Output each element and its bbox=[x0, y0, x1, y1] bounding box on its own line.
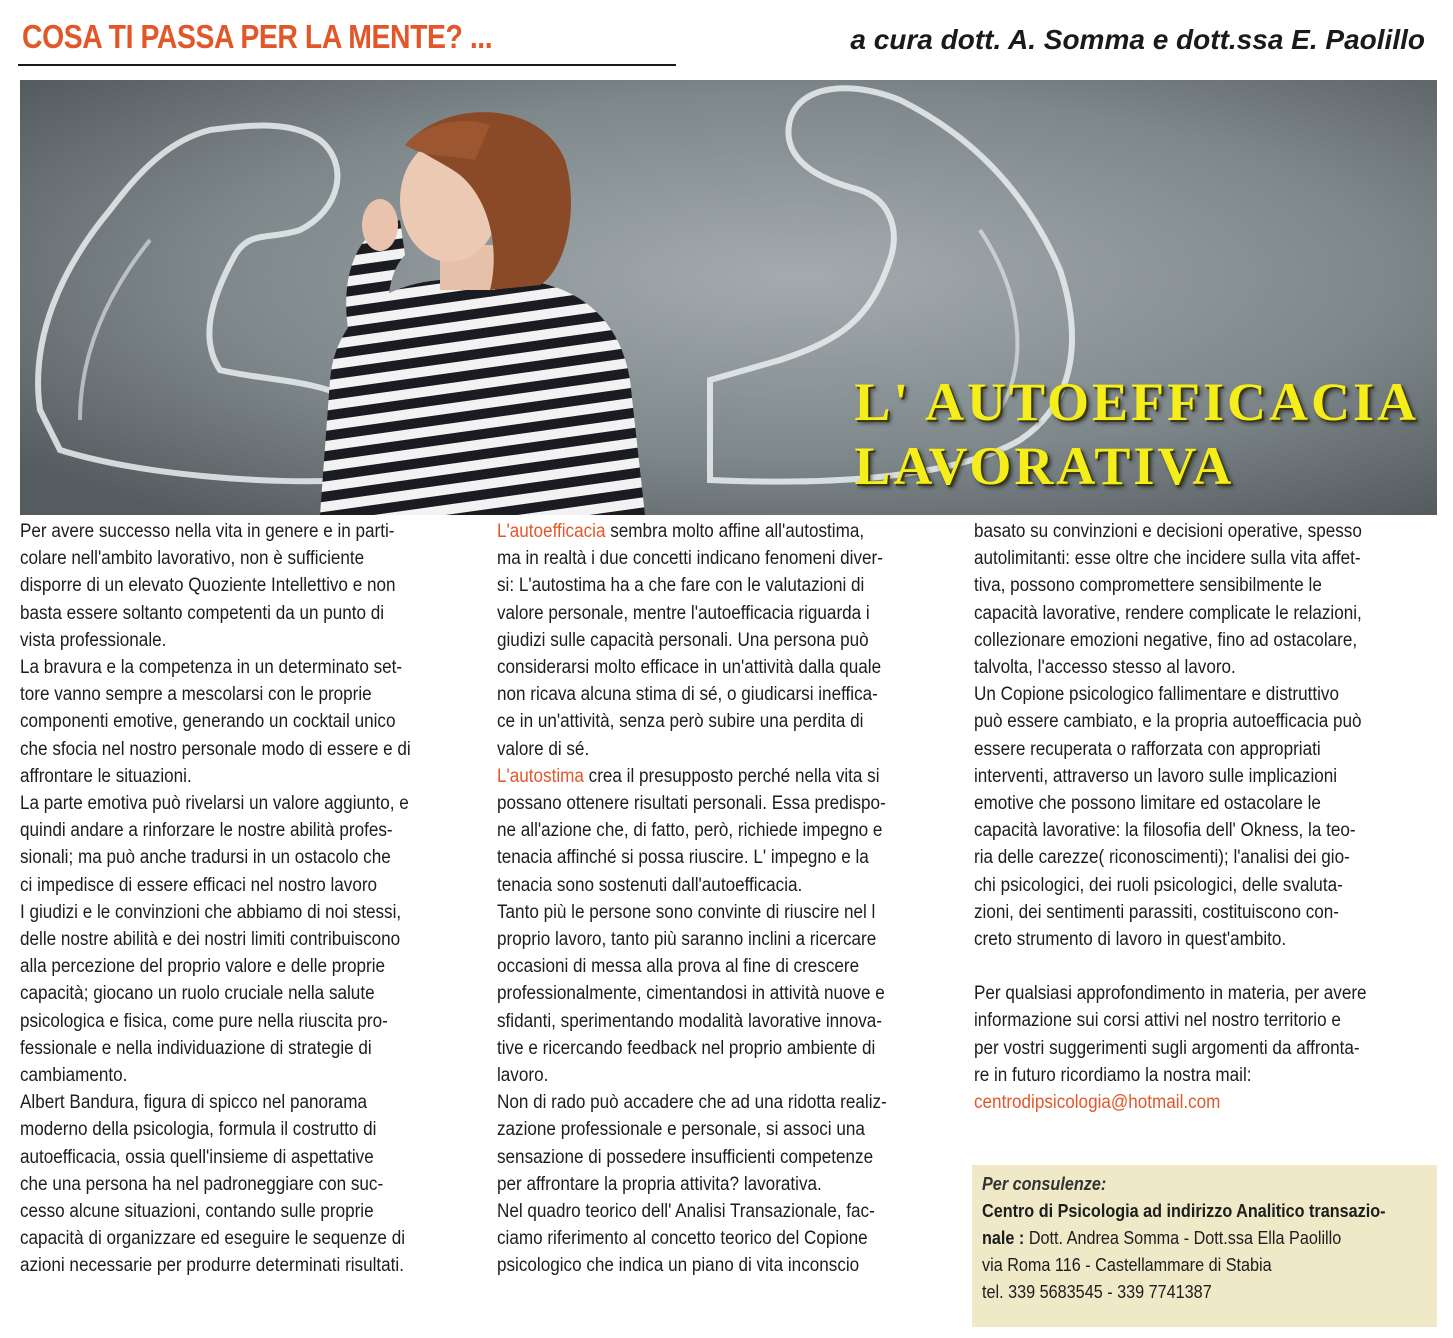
column-line: tenacia affinché si possa riuscire. L' impegno e la bbox=[497, 847, 869, 869]
paragraph-spacer bbox=[974, 953, 1451, 980]
column-line: valore di sé. bbox=[497, 738, 590, 760]
column-line: occasioni di messa alla prova al fine di crescere bbox=[497, 956, 860, 978]
column-line: chi psicologici, dei ruoli psicologici, delle svaluta- bbox=[974, 874, 1343, 896]
article-column-2 bbox=[497, 518, 958, 1280]
column-line: tore vanno sempre a mescolarsi con le proprie bbox=[20, 684, 372, 706]
column-line: ce in un'attività, senza però subire una perdita di bbox=[497, 711, 864, 733]
column-line: si: L'autostima ha a che fare con le valutazioni di bbox=[497, 575, 865, 597]
article-column-3 bbox=[974, 518, 1451, 1116]
column-line: I giudizi e le convinzioni che abbiamo di noi stessi, bbox=[20, 901, 402, 923]
column-line: zazione professionale e personale, si associ una bbox=[497, 1119, 865, 1141]
column-line: capacità lavorative: la filosofia dell' Okness, la teo- bbox=[974, 820, 1356, 842]
column-line: interventi, attraverso un lavoro sulle implicazioni bbox=[974, 765, 1338, 787]
column-line: Un Copione psicologico fallimentare e distruttivo bbox=[974, 684, 1339, 706]
contact-org-line2-bold: nale : bbox=[982, 1228, 1025, 1248]
article-title-line1: L' AUTOEFFICACIA bbox=[854, 372, 1419, 432]
column-line: capacità; giocano un ruolo cruciale nella salute bbox=[20, 983, 375, 1005]
column-3-block-b bbox=[974, 980, 1451, 1089]
column-line: sensazione di possedere insufficienti competenze bbox=[497, 1146, 874, 1168]
column-line: Albert Bandura, figura di spicco nel panorama bbox=[20, 1092, 367, 1114]
contact-org-line2 bbox=[982, 1225, 1432, 1252]
column-line: autoefficacia, ossia quell'insieme di aspettative bbox=[20, 1146, 374, 1168]
byline: a cura dott. A. Somma e dott.ssa E. Paolillo bbox=[850, 24, 1425, 55]
column-line: giudizi sulle capacità personali. Una persona può bbox=[497, 629, 869, 651]
contact-heading: Per consulenze: bbox=[982, 1174, 1107, 1194]
contact-phones: tel. 339 5683545 - 339 7741387 bbox=[982, 1282, 1212, 1302]
column-line: proprio lavoro, tanto più saranno inclini a ricercare bbox=[497, 929, 877, 951]
column-line: quindi andare a rinforzare le nostre abilità profes- bbox=[20, 820, 393, 842]
column-line: alla percezione del proprio valore e delle proprie bbox=[20, 956, 386, 978]
column-line: delle nostre abilità e dei nostri limiti contribuiscono bbox=[20, 929, 401, 951]
column-line: tiva, possono compromettere sensibilmente le bbox=[974, 575, 1322, 597]
column-line: professionalmente, cimentandosi in attività nuove e bbox=[497, 983, 885, 1005]
column-line: La bravura e la competenza in un determinato set- bbox=[20, 657, 403, 679]
column-line: capacità di organizzare ed eseguire le sequenze di bbox=[20, 1228, 406, 1250]
column-line: Nel quadro teorico dell' Analisi Transazionale, fac- bbox=[497, 1201, 875, 1223]
column-line: Per qualsiasi approfondimento in materia, per avere bbox=[974, 983, 1367, 1005]
column-line: vista professionale. bbox=[20, 629, 167, 651]
hero-image bbox=[20, 80, 1437, 515]
contact-org-line1: Centro di Psicologia ad indirizzo Analitico transazio- bbox=[982, 1201, 1386, 1221]
column-line: ne all'azione che, di fatto, però, richiede impegno e bbox=[497, 820, 883, 842]
column-line: per vostri suggerimenti sugli argomenti da affronta- bbox=[974, 1037, 1360, 1059]
column-line: affrontare le situazioni. bbox=[20, 765, 192, 787]
column-line: ria delle carezze( riconoscimenti); l'analisi dei gio- bbox=[974, 847, 1350, 869]
column-line: può essere cambiato, e la propria autoefficacia può bbox=[974, 711, 1362, 733]
column-line: crea il presupposto perché nella vita si bbox=[583, 765, 880, 787]
column-line: azioni necessarie per produrre determinati risultati. bbox=[20, 1255, 404, 1277]
contact-content bbox=[982, 1171, 1432, 1306]
column-line: autolimitanti: esse oltre che incidere sulla vita affet- bbox=[974, 548, 1361, 570]
column-line: considerarsi molto efficace in un'attività dalla quale bbox=[497, 657, 882, 679]
header-rule bbox=[18, 64, 676, 66]
contact-names: Dott. Andrea Somma - Dott.ssa Ella Paolillo bbox=[1024, 1228, 1342, 1248]
column-line: collezionare emozioni negative, fino ad ostacolare, bbox=[974, 629, 1358, 651]
column-line: per affrontare la propria attivita? lavorativa. bbox=[497, 1173, 822, 1195]
column-line: psicologico che indica un piano di vita inconscio bbox=[497, 1255, 860, 1277]
column-line: sfidanti, sperimentando modalità lavorative innova- bbox=[497, 1010, 882, 1032]
page-header bbox=[0, 0, 1453, 80]
column-line: emotive che possono limitare ed ostacolare le bbox=[974, 793, 1321, 815]
column-line: cambiamento. bbox=[20, 1065, 128, 1087]
column-line: re in futuro ricordiamo la nostra mail: bbox=[974, 1064, 1252, 1086]
paragraph-autoefficacia bbox=[497, 518, 958, 545]
column-line: Tanto più le persone sono convinte di riuscire nel l bbox=[497, 901, 876, 923]
column-line: moderno della psicologia, formula il costrutto di bbox=[20, 1119, 377, 1141]
column-3-block-a bbox=[974, 518, 1451, 953]
email-link[interactable]: centrodipsicologia@hotmail.com bbox=[974, 1092, 1221, 1114]
highlight-autostima: L'autostima bbox=[497, 765, 584, 787]
column-line: psicologica e fisica, come pure nella riuscita pro- bbox=[20, 1010, 388, 1032]
column-line: componenti emotive, generando un cocktail unico bbox=[20, 711, 396, 733]
column-line: Non di rado può accadere che ad una ridotta realiz- bbox=[497, 1092, 887, 1114]
column-line: non ricava alcuna stima di sé, o giudicarsi ineffica- bbox=[497, 684, 878, 706]
column-line: creto strumento di lavoro in quest'ambito. bbox=[974, 929, 1287, 951]
column-line: basato su convinzioni e decisioni operative, spesso bbox=[974, 521, 1362, 542]
column-line: Per avere successo nella vita in genere e in parti- bbox=[20, 521, 395, 542]
column-line: ciamo riferimento al concetto teorico del Copione bbox=[497, 1228, 868, 1250]
column-line: La parte emotiva può rivelarsi un valore aggiunto, e bbox=[20, 793, 409, 815]
paragraph-autostima bbox=[497, 763, 958, 790]
article-title bbox=[854, 370, 1419, 498]
column-line: capacità lavorative, rendere complicate le relazioni, bbox=[974, 602, 1362, 624]
column-line: cesso alcune situazioni, contando sulle proprie bbox=[20, 1201, 374, 1223]
column-line: possano ottenere risultati personali. Essa predispo- bbox=[497, 793, 886, 815]
column-2-block-a bbox=[497, 545, 958, 763]
column-line: sionali; ma può anche tradursi in un ostacolo che bbox=[20, 847, 391, 869]
column-line: sembra molto affine all'autostima, bbox=[605, 521, 865, 542]
column-line: zioni, dei sentimenti parassiti, costituiscono con- bbox=[974, 901, 1339, 923]
column-line: che sfocia nel nostro personale modo di essere e di bbox=[20, 738, 411, 760]
column-line: informazione sui corsi attivi nel nostro territorio e bbox=[974, 1010, 1341, 1032]
article-column-1 bbox=[20, 518, 481, 1280]
column-line: basta essere soltanto competenti da un punto di bbox=[20, 602, 385, 624]
column-line: tive e ricercando feedback nel proprio ambiente di bbox=[497, 1037, 876, 1059]
column-2-block-b bbox=[497, 790, 958, 1280]
contact-address: via Roma 116 - Castellammare di Stabia bbox=[982, 1255, 1272, 1275]
column-line: fessionale e nella individuazione di strategie di bbox=[20, 1037, 372, 1059]
article-title-line2: LAVORATIVA bbox=[854, 436, 1235, 496]
contact-box bbox=[972, 1165, 1437, 1327]
column-line: tenacia sono sostenuti dall'autoefficacia. bbox=[497, 874, 803, 896]
column-line: talvolta, l'accesso stesso al lavoro. bbox=[974, 657, 1236, 679]
column-line: ma in realtà i due concetti indicano fenomeni diver- bbox=[497, 548, 883, 570]
column-line: lavoro. bbox=[497, 1065, 549, 1087]
column-line: disporre di un elevato Quoziente Intellettivo e non bbox=[20, 575, 396, 597]
column-line: ci impedisce di essere efficaci nel nostro lavoro bbox=[20, 874, 378, 896]
column-line: valore personale, mentre l'autoefficacia riguarda i bbox=[497, 602, 870, 624]
column-line: che una persona ha nel padroneggiare con suc- bbox=[20, 1173, 384, 1195]
column-line: colare nell'ambito lavorativo, non è sufficiente bbox=[20, 548, 365, 570]
column-line: essere recuperata o rafforzata con appropriati bbox=[974, 738, 1321, 760]
section-title: COSA TI PASSA PER LA MENTE? ... bbox=[22, 18, 493, 55]
highlight-autoefficacia: L'autoefficacia bbox=[497, 521, 606, 542]
